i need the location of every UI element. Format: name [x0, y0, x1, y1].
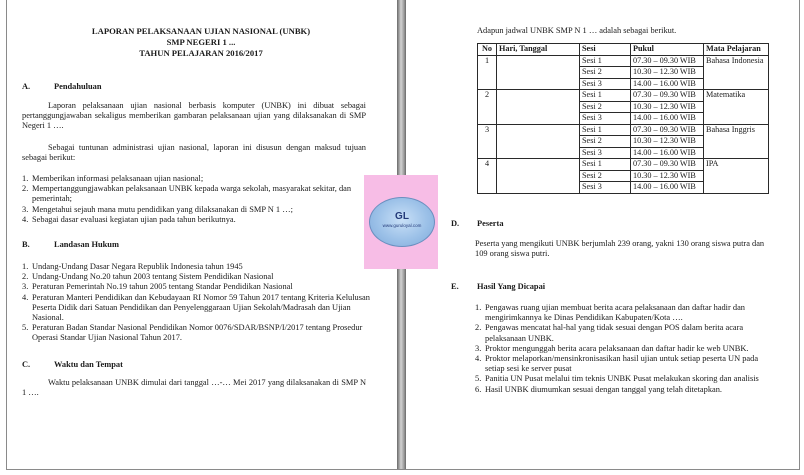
- section-title: Peserta: [477, 219, 504, 228]
- section-letter: C.: [22, 360, 31, 369]
- schedule-table: [477, 43, 769, 194]
- time-cell: 07.30 – 09.30 WIB: [631, 124, 704, 136]
- session-cell: Sesi 1: [580, 124, 631, 136]
- row-number: 1: [478, 55, 497, 90]
- date-cell: [497, 159, 580, 194]
- list-item: 6. Hasil UNBK diumumkan sesuai dengan tanggal yang telah ditetapkan.: [475, 384, 723, 394]
- section-a-paragraph-1: Laporan pelaksanaan ujian nasional berbasis komputer (UNBK) ini dibuat sebagai pertanggungjawaban sekaligus memberikan gambaran pelaksanaan ujian yang dilaksanakan di SMP Negeri 1 ….: [22, 101, 366, 131]
- time-cell: 10.30 – 12.30 WIB: [631, 136, 704, 148]
- section-a-list: [22, 174, 372, 225]
- time-cell: 14.00 – 16.00 WIB: [631, 182, 704, 194]
- time-cell: 10.30 – 12.30 WIB: [631, 67, 704, 79]
- section-letter: E.: [451, 282, 459, 291]
- table-row: [478, 55, 769, 67]
- list-item: 2. Undang-Undang No.20 tahun 2003 tentang Sistem Pendidikan Nasional: [22, 272, 274, 282]
- session-cell: Sesi 2: [580, 101, 631, 113]
- section-letter: A.: [22, 82, 31, 91]
- time-cell: 10.30 – 12.30 WIB: [631, 101, 704, 113]
- section-title: Pendahuluan: [54, 82, 102, 91]
- subject-cell: Bahasa Inggris: [704, 124, 769, 159]
- section-b-list: [22, 262, 372, 344]
- column-header: Pukul: [631, 44, 704, 56]
- column-header: Mata Pelajaran: [704, 44, 769, 56]
- table-row: [478, 159, 769, 171]
- title-line: SMP NEGERI 1 ...: [166, 36, 236, 47]
- table-header-row: [478, 44, 769, 56]
- subject-cell: Matematika: [704, 90, 769, 125]
- right-page: [405, 0, 798, 469]
- session-cell: Sesi 2: [580, 136, 631, 148]
- subject-cell: IPA: [704, 159, 769, 194]
- session-cell: Sesi 1: [580, 90, 631, 102]
- section-title: Hasil Yang Dicapai: [477, 282, 546, 291]
- section-letter: D.: [451, 219, 460, 228]
- time-cell: 07.30 – 09.30 WIB: [631, 90, 704, 102]
- session-cell: Sesi 3: [580, 113, 631, 125]
- time-cell: 07.30 – 09.30 WIB: [631, 159, 704, 171]
- row-number: 4: [478, 159, 497, 194]
- section-title: Landasan Hukum: [54, 240, 119, 249]
- list-item: 1. Memberikan informasi pelaksanaan ujian nasional;: [22, 174, 204, 183]
- section-e-list: [475, 303, 773, 395]
- report-title: [66, 26, 336, 58]
- stamp-logo-text: GL: [395, 211, 409, 222]
- list-item: 1. Pengawas ruang ujian membuat berita acara pelaksanaan dan daftar hadir dan mengirimkannya ke Dinas Pendidikan Kabupaten/Kota ….: [475, 303, 745, 323]
- table-row: [478, 124, 769, 136]
- title-line: LAPORAN PELAKSANAAN UJIAN NASIONAL (UNBK): [91, 26, 311, 36]
- date-cell: [497, 55, 580, 90]
- section-c-paragraph: Waktu pelaksanaan UNBK dimulai dari tanggal …-… Mei 2017 yang dilaksanakan di SMP N 1 ….: [22, 378, 366, 398]
- session-cell: Sesi 3: [580, 182, 631, 194]
- schedule-intro: Adapun jadwal UNBK SMP N 1 … adalah sebagai berikut.: [477, 26, 677, 35]
- list-item: 3. Proktor mengunggah berita acara pelaksanaan dan daftar hadir ke web UNBK.: [475, 343, 749, 353]
- list-item: 4. Peraturan Manteri Pendidikan dan Kebudayaan RI Nomor 59 Tahun 2017 tentang Kriteria Kelulusan Peserta Didik dari Satuan Pendidikan dan Penyelenggaraan Ujian Sekolah/Madrasah dan Ujian Nasional.: [22, 292, 370, 323]
- column-header: Hari, Tanggal: [497, 44, 580, 56]
- time-cell: 07.30 – 09.30 WIB: [631, 55, 704, 67]
- session-cell: Sesi 2: [580, 170, 631, 182]
- session-cell: Sesi 2: [580, 67, 631, 79]
- stamp-url: www.guruloyal.com: [382, 223, 422, 228]
- list-item: 5. Panitia UN Pusat melalui tim teknis UNBK Pusat melakukan skoring dan analisis: [475, 374, 759, 384]
- list-item: 4. Sebagai dasar evaluasi kegiatan ujian pada tahun berikutnya.: [22, 214, 236, 224]
- time-cell: 10.30 – 12.30 WIB: [631, 170, 704, 182]
- stamp-logo-oval: [369, 197, 435, 247]
- list-item: 2. Pengawas mencatat hal-hal yang tidak sesuai dengan POS dalam berita acara pelaksanaan UNBK.: [475, 323, 744, 343]
- column-header: No: [478, 44, 497, 56]
- title-line: TAHUN PELAJARAN 2016/2017: [139, 47, 263, 58]
- session-cell: Sesi 1: [580, 159, 631, 171]
- date-cell: [497, 90, 580, 125]
- list-item: 3. Mengetahui sejauh mana mutu pendidikan yang dilaksanakan di SMP N 1 …;: [22, 204, 293, 214]
- list-item: 2. Mempertanggungjawabkan pelaksanaan UNBK kepada warga sekolah, masyarakat sekitar, dan pemerintah;: [22, 184, 352, 204]
- section-title: Waktu dan Tempat: [54, 360, 123, 369]
- column-header: Sesi: [580, 44, 631, 56]
- table-row: [478, 90, 769, 102]
- session-cell: Sesi 1: [580, 55, 631, 67]
- watermark-stamp: [364, 175, 438, 269]
- section-letter: B.: [22, 240, 30, 249]
- session-cell: Sesi 3: [580, 78, 631, 90]
- date-cell: [497, 124, 580, 159]
- time-cell: 14.00 – 16.00 WIB: [631, 78, 704, 90]
- row-number: 3: [478, 124, 497, 159]
- list-item: 3. Peraturan Pemerintah No.19 tahun 2005 tentang Standar Pendidikan Nasional: [22, 282, 293, 292]
- section-a-paragraph-2: Sebagai tuntunan administrasi ujian nasional, laporan ini disusun dengan maksud tujuan sebagai berikut:: [22, 143, 366, 163]
- session-cell: Sesi 3: [580, 147, 631, 159]
- left-page: [6, 0, 397, 469]
- section-d-paragraph: Peserta yang mengikuti UNBK berjumlah 239 orang, yakni 130 orang siswa putra dan 109 orang siswa putri.: [475, 239, 765, 259]
- list-item: 4. Proktor melaporkan/mensinkronisasikan hasil ujian untuk setiap peserta UN pada setiap sesi ke server pusat: [475, 354, 759, 374]
- subject-cell: Bahasa Indonesia: [704, 55, 769, 90]
- time-cell: 14.00 – 16.00 WIB: [631, 147, 704, 159]
- list-item: 5. Peraturan Badan Standar Nasional Pendidikan Nomor 0076/SDAR/BSNP/I/2017 tentang Prosedur Operasi Standar Ujian Nasional Tahun 2017.: [22, 323, 363, 343]
- row-number: 2: [478, 90, 497, 125]
- time-cell: 14.00 – 16.00 WIB: [631, 113, 704, 125]
- list-item: 1. Undang-Undang Dasar Negara Republik Indonesia tahun 1945: [22, 262, 243, 271]
